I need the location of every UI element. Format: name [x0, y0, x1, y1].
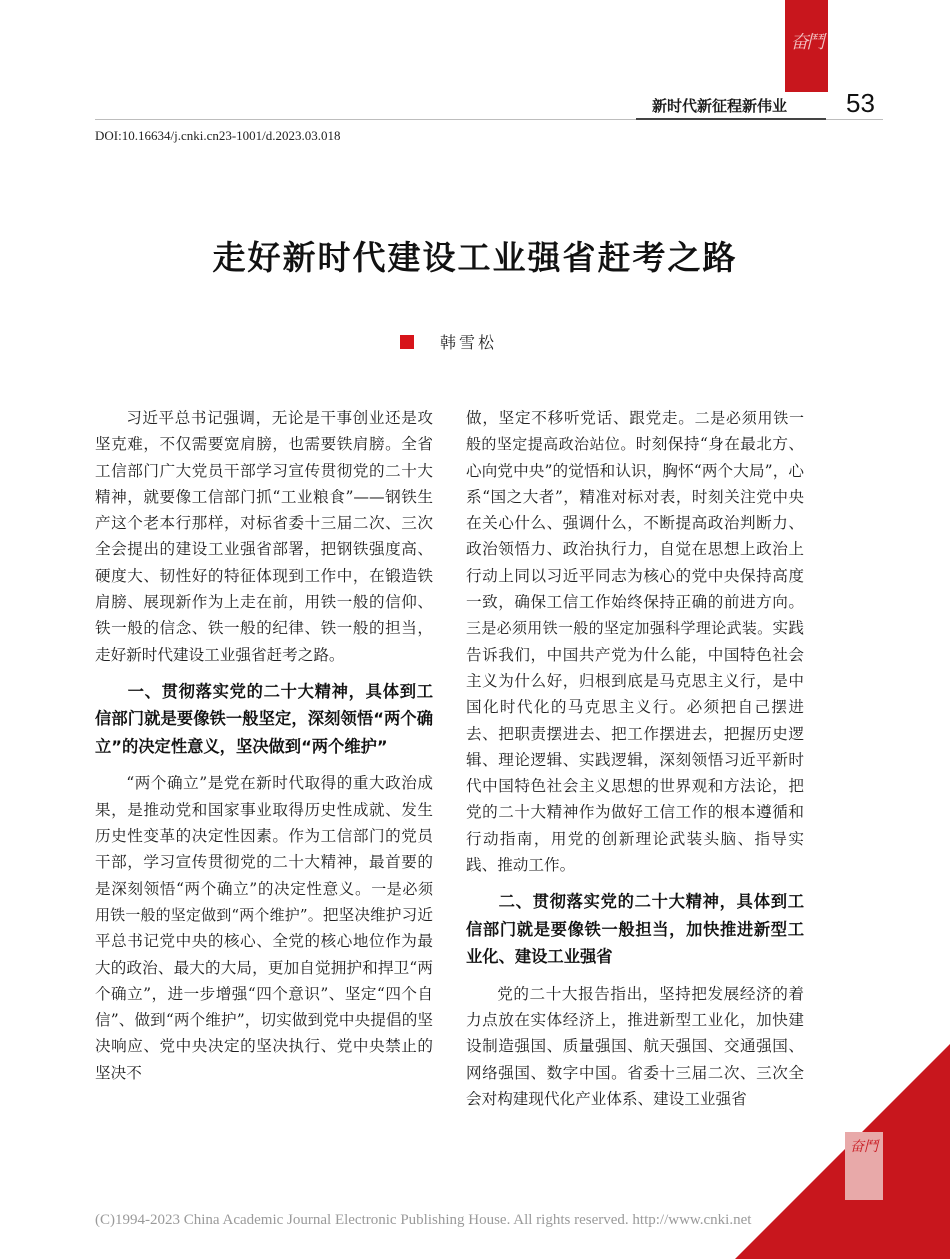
paragraph-text: 时刻保持“身在最北方、心向党中央”的觉悟和认识，胸怀“两个大局”，心系“国之大者”，精准对标对表，时刻关注党中央在关心什么、强调什么，不断提高政治判断力、政治领悟力、政治执行力，自觉在思想上政治上行动上同以习近平同志为核心的党中央保持高度一致，确保工信工作始终保持正确的前进方向。: [466, 435, 804, 612]
running-title: 新时代新征程新伟业: [652, 97, 788, 115]
page-number: 53: [846, 88, 875, 118]
paragraph-text: 做，坚定不移听党话、跟党走。: [466, 409, 695, 427]
right-column: [466, 405, 804, 1112]
paragraph-lead: 三是必须用铁一般的坚定加强科学理论武装。: [466, 619, 773, 638]
paragraph-text: 实践告诉我们，中国共产党为什么能，中国特色社会主义为什么好，归根到底是马克思主义行，是中国化时代化的马克思主义行。必须把自己摆进去、把职责摆进去、把工作摆进去，把握历史逻辑、理论逻辑、实践逻辑，深刻领悟习近平新时代中国特色社会主义思想的世界观和方法论，把党的二十大精神作为做好工信工作的根本遵循和行动指南，用党的创新理论武装头脑、指导实践、推动工作。: [466, 619, 804, 875]
left-column: [95, 405, 433, 1086]
section-heading-1: 一、贯彻落实党的二十大精神，具体到工信部门就是要像铁一般坚定，深刻领悟“两个确立”的决定性意义，坚决做到“两个维护”: [95, 681, 433, 756]
paragraph-continued: [466, 405, 804, 878]
paragraph-intro: 习近平总书记强调，无论是干事创业还是攻坚克难，不仅需要宽肩膀，也需要铁肩膀。全省工信部门广大党员干部学习宣传贯彻党的二十大精神，就要像工信部门抓“工业粮食”——钢铁生产这个老本行那样，对标省委十三届二次、三次全会提出的建设工业强省部署，把钢铁强度高、硬度大、韧性好的特征体现到工作中，在锻造铁肩膀、展现新作为上走在前，用铁一般的信仰、铁一般的信念、铁一般的纪律、铁一般的担当，走好新时代建设工业强省赶考之路。: [95, 409, 433, 664]
paragraph-text: 把坚决维护习近平总书记党中央的核心、全党的核心地位作为最大的政治、最大的大局，更加自觉拥护和捍卫“两个确立”，进一步增强“四个意识”、坚定“四个自信”、做到“两个维护”，切实做到党中央提倡的坚决响应、党中央决定的坚决执行、党中央禁止的坚决不: [95, 905, 433, 1082]
paragraph-text: “两个确立”是党在新时代取得的重大政治成果，是推动党和国家事业取得历史性成就、发生历史性变革的决定性因素。作为工信部门的党员干部，学习宣传贯彻党的二十大精神，最首要的是深刻领悟“两个确立”的决定性意义。: [95, 774, 433, 898]
doi-line[interactable]: DOI:10.16634/j.cnki.cn23-1001/d.2023.03.018: [95, 128, 341, 143]
section-heading-2: 二、贯彻落实党的二十大精神，具体到工信部门就是要像铁一般担当，加快推进新型工业化、建设工业强省: [466, 892, 804, 967]
paragraph-section-2: 党的二十大报告指出，坚持把发展经济的着力点放在实体经济上，推进新型工业化，加快建设制造强国、质量强国、航天强国、交通强国、网络强国、数字中国。省委十三届二次、三次全会对构建现代化产业体系、建设工业强省: [466, 984, 804, 1109]
author-name: 韩雪松: [440, 333, 498, 352]
author-marker: [400, 335, 414, 349]
corner-triangle-decoration: [735, 1044, 950, 1259]
journal-logo: 奋鬥: [790, 32, 823, 53]
corner-badge: 奋鬥: [845, 1132, 883, 1200]
paragraph-lead: 二是必须用铁一般的坚定提高政治站位。: [466, 409, 804, 454]
copyright-footer[interactable]: (C)1994-2023 China Academic Journal Electronic Publishing House. All rights reserved. http://www.cnki.net: [95, 1212, 752, 1228]
article-title: 走好新时代建设工业强省赶考之路: [212, 238, 738, 277]
paragraph-section-1: [95, 770, 433, 1086]
header-rule-accent: [636, 118, 826, 120]
paragraph-lead: 一是必须用铁一般的坚定做到“两个维护”。: [95, 879, 433, 924]
